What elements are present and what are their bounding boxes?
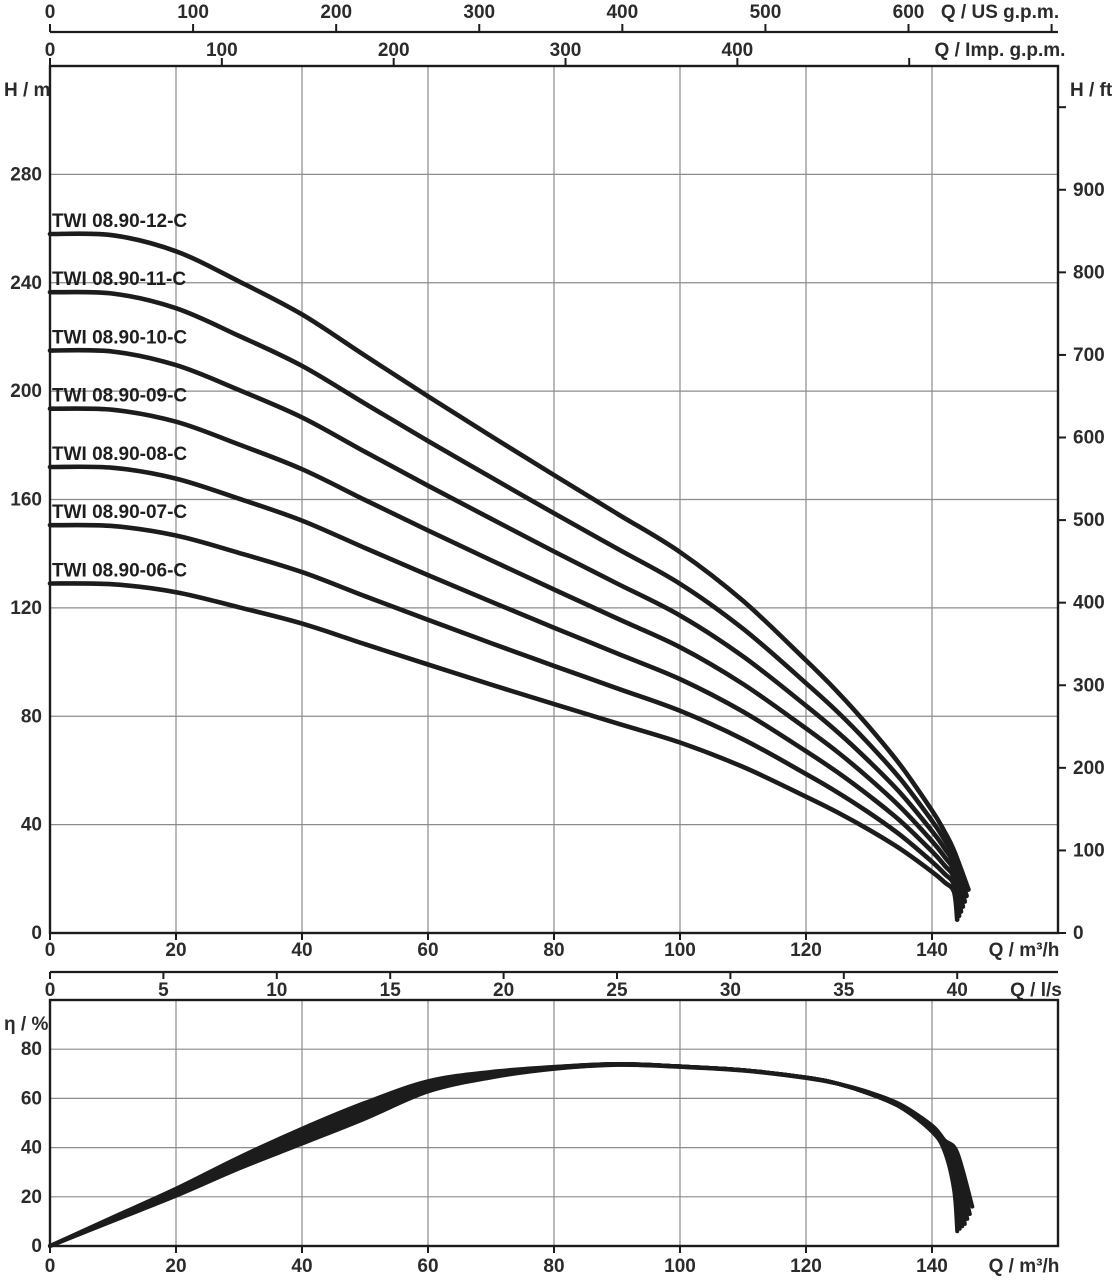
ls-tick-label: 30 [719, 980, 741, 1001]
eta-axis-title: η / % [4, 1014, 49, 1035]
head-m3h-tick-label: 140 [916, 940, 948, 961]
ls-tick-label: 20 [493, 980, 515, 1001]
us-gpm-tick-label: 400 [606, 2, 639, 23]
us-gpm-axis-title: Q / US g.p.m. [940, 2, 1060, 23]
head-m3h-tick-label: 40 [291, 940, 313, 961]
eta-tick-label: 0 [31, 1236, 42, 1257]
ls-tick-label: 0 [44, 980, 56, 1001]
ls-tick-label: 5 [158, 980, 169, 1001]
h-m-axis-title: H / m [4, 80, 51, 101]
ls-tick-label: 25 [606, 980, 628, 1001]
eff-m3h-tick-label: 0 [44, 1256, 56, 1277]
head-m3h-tick-label: 100 [664, 940, 696, 961]
pump-curve-label: TWI 08.90-07-C [52, 502, 188, 524]
h-ft-tick-label: 900 [1073, 179, 1105, 201]
us-gpm-tick-label: 100 [177, 2, 209, 23]
imp-gpm-tick-label: 0 [44, 40, 56, 61]
eff-m3h-tick-label: 80 [543, 1256, 565, 1277]
h-m-tick-label: 80 [20, 706, 42, 728]
h-ft-tick-label: 200 [1073, 757, 1105, 779]
head-m3h-tick-label: 20 [165, 940, 187, 961]
h-ft-tick-label: 700 [1073, 344, 1105, 366]
head-m3h-tick-label: 80 [543, 940, 565, 961]
us-gpm-tick-label: 600 [892, 2, 925, 23]
h-ft-tick-label: 800 [1073, 262, 1105, 284]
pump-curve-label: TWI 08.90-12-C [52, 210, 188, 232]
eta-tick-label: 60 [20, 1088, 42, 1110]
head-m3h-axis-title: Q / m³/h [988, 940, 1060, 961]
us-gpm-tick-label: 500 [749, 2, 782, 23]
head-m3h-tick-label: 0 [44, 940, 56, 961]
eta-tick-label: 20 [20, 1186, 42, 1208]
h-m-tick-label: 40 [20, 814, 42, 836]
us-gpm-tick-label: 0 [44, 2, 56, 23]
ls-tick-label: 10 [266, 980, 288, 1001]
h-ft-tick-label: 100 [1073, 840, 1105, 862]
eff-m3h-tick-label: 100 [664, 1256, 696, 1277]
us-gpm-tick-label: 300 [463, 2, 496, 23]
imp-gpm-tick-label: 100 [205, 40, 238, 61]
eta-tick-label: 80 [20, 1039, 42, 1061]
pump-curve-label: TWI 08.90-09-C [52, 385, 188, 407]
eta-tick-label: 40 [20, 1137, 42, 1159]
h-ft-tick-label: 300 [1073, 675, 1105, 697]
h-m-tick-label: 120 [10, 597, 42, 619]
ls-tick-label: 40 [946, 980, 968, 1001]
h-ft-axis-title: H / ft [1070, 80, 1112, 101]
eff-m3h-tick-label: 120 [790, 1256, 822, 1277]
h-m-tick-label: 160 [10, 489, 42, 511]
h-ft-tick-label: 400 [1073, 592, 1105, 614]
imp-gpm-tick-label: 300 [549, 40, 582, 61]
pump-curve-label: TWI 08.90-11-C [52, 269, 187, 291]
eff-m3h-tick-label: 140 [916, 1256, 948, 1277]
head-m3h-tick-label: 60 [417, 940, 439, 961]
imp-gpm-axis-title: Q / Imp. g.p.m. [934, 40, 1066, 61]
imp-gpm-tick-label: 400 [721, 40, 754, 61]
h-m-tick-label: 200 [10, 381, 42, 403]
h-ft-tick-label: 500 [1073, 510, 1105, 532]
eff-m3h-tick-label: 60 [417, 1256, 439, 1277]
imp-gpm-tick-label: 200 [377, 40, 410, 61]
h-ft-tick-label: 0 [1073, 923, 1084, 944]
eff-m3h-tick-label: 20 [165, 1256, 187, 1277]
head-m3h-tick-label: 120 [790, 940, 822, 961]
h-m-tick-label: 280 [10, 164, 42, 186]
h-m-tick-label: 240 [10, 272, 42, 294]
ls-tick-label: 15 [379, 980, 401, 1001]
pump-curve-label: TWI 08.90-08-C [52, 443, 188, 465]
h-m-tick-label: 0 [31, 923, 42, 944]
eff-m3h-axis-title: Q / m³/h [988, 1256, 1060, 1277]
h-ft-tick-label: 600 [1073, 427, 1105, 449]
eff-m3h-tick-label: 40 [291, 1256, 313, 1277]
ls-axis-title: Q / l/s [1010, 980, 1062, 1001]
us-gpm-tick-label: 200 [320, 2, 353, 23]
pump-curve-label: TWI 08.90-10-C [52, 327, 188, 349]
ls-tick-label: 35 [833, 980, 855, 1001]
pump-curve-label: TWI 08.90-06-C [52, 560, 188, 582]
